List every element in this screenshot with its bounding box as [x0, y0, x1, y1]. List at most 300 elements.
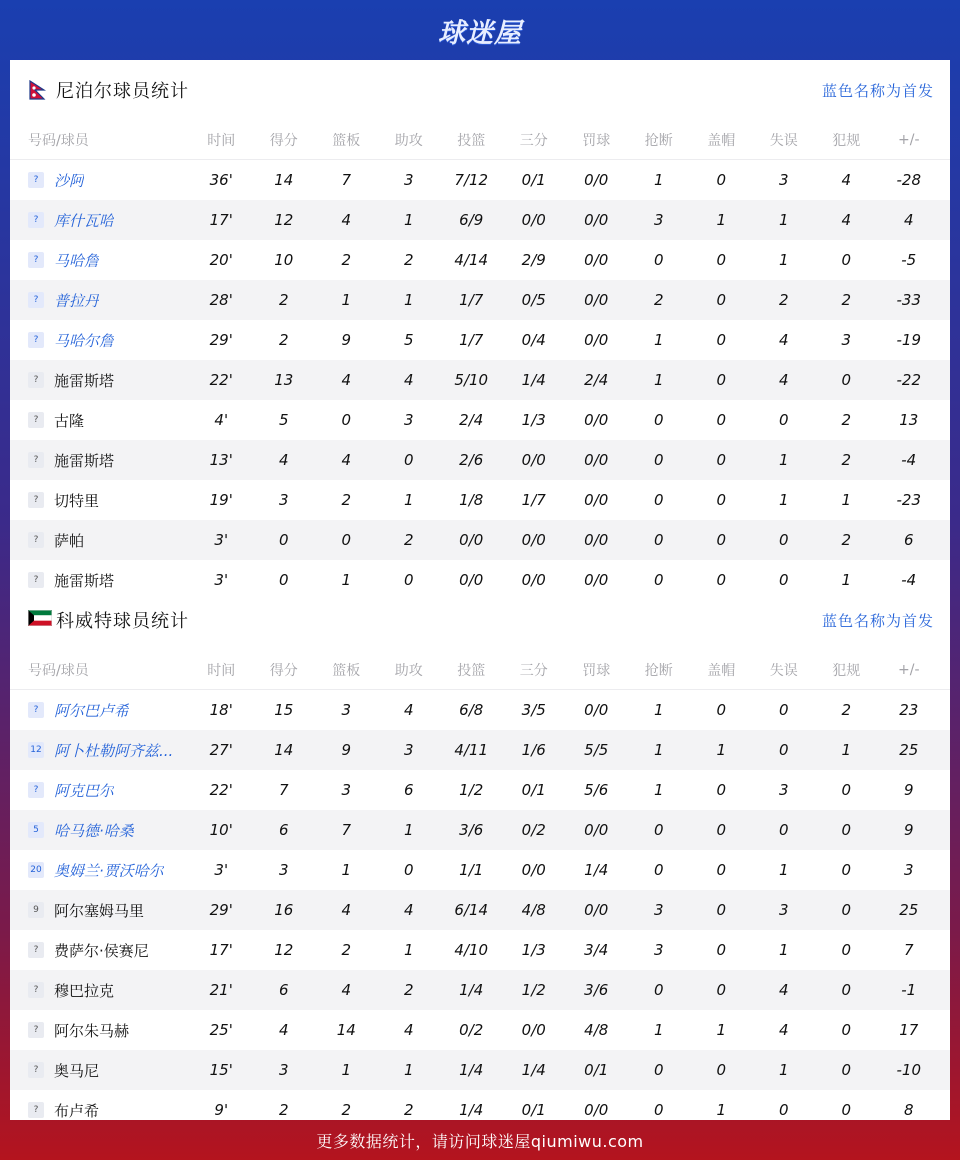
- stat-cell: 1: [653, 701, 664, 719]
- stat-cell: 0/0: [584, 531, 609, 549]
- column-header: 助攻: [394, 132, 423, 149]
- player-row[interactable]: [10, 360, 950, 400]
- jersey-number: ?: [28, 1022, 44, 1038]
- player-row[interactable]: [10, 810, 950, 850]
- kuwait-section: [10, 590, 950, 1130]
- stat-cell: 1/4: [521, 371, 546, 389]
- stat-cell: 1: [403, 491, 414, 509]
- nepal-section: [10, 60, 950, 600]
- player-row[interactable]: [10, 850, 950, 890]
- section-header: [10, 60, 950, 120]
- stat-cell: 0: [778, 701, 789, 719]
- player-name[interactable]: 阿卜杜勒阿齐兹...: [54, 741, 174, 760]
- player-cell: [10, 700, 190, 721]
- stat-cell: 2: [341, 941, 352, 959]
- stat-cell: 14: [274, 741, 294, 759]
- player-name[interactable]: 穆巴拉克: [54, 981, 115, 1000]
- player-cell: [10, 250, 190, 271]
- stat-cell: 3: [403, 171, 414, 189]
- jersey-number: ?: [28, 412, 44, 428]
- stat-cell: 4: [278, 1021, 289, 1039]
- stat-cell: 1: [341, 861, 352, 879]
- player-cell: [10, 530, 190, 551]
- stat-cell: 0: [653, 491, 664, 509]
- player-name[interactable]: 古隆: [54, 411, 85, 430]
- stat-cell: 20': [209, 251, 233, 269]
- column-header: 得分: [269, 662, 298, 679]
- stat-cell: 3: [653, 901, 664, 919]
- player-cell: [10, 980, 190, 1001]
- stat-cell: 1/3: [521, 411, 546, 429]
- stat-cell: 2/4: [584, 371, 609, 389]
- stat-cell: 29': [209, 331, 233, 349]
- stat-cell: 9: [903, 821, 914, 839]
- stat-cell: 1: [778, 861, 789, 879]
- stat-cell: 1: [341, 1061, 352, 1079]
- stat-cell: 0: [653, 821, 664, 839]
- stat-cell: 0/5: [521, 291, 546, 309]
- starter-legend: 蓝色名称为首发: [821, 81, 934, 100]
- jersey-number: ?: [28, 372, 44, 388]
- column-header: 号码/球员: [28, 132, 89, 149]
- stat-cell: 4: [341, 211, 352, 229]
- stat-cell: 1/4: [459, 981, 484, 999]
- stat-cell: 3: [278, 1061, 289, 1079]
- stat-cell: 4: [341, 371, 352, 389]
- stat-cell: 4: [841, 211, 852, 229]
- stat-cell: 22': [209, 371, 233, 389]
- stat-cell: 7/12: [454, 171, 489, 189]
- column-header: 盖帽: [707, 662, 736, 679]
- stat-cell: 0: [716, 371, 727, 389]
- stat-cell: 3: [841, 331, 852, 349]
- stat-cell: 5: [403, 331, 414, 349]
- jersey-number: ?: [28, 782, 44, 798]
- stat-cell: 0/0: [521, 1021, 546, 1039]
- stat-cell: 0: [716, 901, 727, 919]
- column-header: 三分: [519, 662, 548, 679]
- player-cell: [10, 450, 190, 471]
- player-row[interactable]: [10, 480, 950, 520]
- player-cell: [10, 410, 190, 431]
- stat-cell: 0/0: [584, 901, 609, 919]
- stat-cell: 4/8: [521, 901, 546, 919]
- stat-cell: 3/6: [584, 981, 609, 999]
- column-header: 抢断: [644, 662, 673, 679]
- jersey-number: 12: [28, 742, 44, 758]
- jersey-number: ?: [28, 332, 44, 348]
- stat-cell: 0: [716, 701, 727, 719]
- stat-cell: 2: [341, 1101, 352, 1119]
- player-cell: [10, 570, 190, 591]
- stat-cell: 3: [653, 211, 664, 229]
- stat-cell: 1: [841, 491, 852, 509]
- jersey-number: ?: [28, 942, 44, 958]
- stat-cell: 4: [903, 211, 914, 229]
- stat-cell: 1: [403, 821, 414, 839]
- stat-cell: 22': [209, 781, 233, 799]
- stat-cell: 0/0: [521, 531, 546, 549]
- stat-cell: 4/10: [454, 941, 489, 959]
- player-name[interactable]: 马哈尔詹: [54, 331, 115, 350]
- column-header: 罚球: [582, 662, 611, 679]
- stat-cell: 6/8: [459, 701, 484, 719]
- player-row[interactable]: [10, 730, 950, 770]
- stat-cell: 0: [841, 371, 852, 389]
- kuwait-flag-icon: [28, 610, 48, 630]
- stat-cell: 1: [778, 1061, 789, 1079]
- player-row[interactable]: [10, 440, 950, 480]
- player-cell: [10, 900, 190, 921]
- stat-cell: 5/5: [584, 741, 609, 759]
- stat-cell: 36': [209, 171, 233, 189]
- stat-cell: 1/6: [521, 741, 546, 759]
- stat-cell: 2/4: [459, 411, 484, 429]
- stat-cell: 3': [214, 571, 229, 589]
- stat-cell: 1: [403, 291, 414, 309]
- player-name[interactable]: 施雷斯塔: [54, 571, 115, 590]
- column-header-row: [10, 650, 950, 690]
- stat-cell: 28': [209, 291, 233, 309]
- stat-cell: 2: [278, 331, 289, 349]
- stat-cell: 0/0: [584, 251, 609, 269]
- stat-cell: 2: [841, 291, 852, 309]
- stat-cell: 0/0: [584, 171, 609, 189]
- stat-cell: 25: [899, 901, 919, 919]
- stat-cell: 9: [903, 781, 914, 799]
- jersey-number: ?: [28, 292, 44, 308]
- column-header: 时间: [207, 662, 236, 679]
- stat-cell: 0: [716, 251, 727, 269]
- stat-cell: 0: [841, 781, 852, 799]
- stat-cell: 0/0: [521, 211, 546, 229]
- stat-cell: 0: [653, 981, 664, 999]
- jersey-number: ?: [28, 1062, 44, 1078]
- stat-cell: 4: [778, 981, 789, 999]
- stat-cell: 4/14: [454, 251, 489, 269]
- stat-cell: 0: [653, 1061, 664, 1079]
- stat-cell: 0/0: [584, 291, 609, 309]
- stat-cell: 1: [403, 211, 414, 229]
- column-header: 犯规: [832, 662, 861, 679]
- player-name[interactable]: 施雷斯塔: [54, 451, 115, 470]
- player-row[interactable]: [10, 520, 950, 560]
- stat-cell: 1/3: [521, 941, 546, 959]
- stat-cell: 0: [716, 291, 727, 309]
- column-header: +/-: [898, 131, 920, 148]
- stat-cell: -19: [896, 331, 921, 349]
- stat-cell: 6: [403, 781, 414, 799]
- stat-cell: 0: [841, 941, 852, 959]
- stat-cell: 2: [403, 1101, 414, 1119]
- player-row[interactable]: [10, 400, 950, 440]
- player-cell: [10, 820, 190, 841]
- stat-cell: 3: [778, 171, 789, 189]
- stat-cell: 29': [209, 901, 233, 919]
- stat-cell: 15': [209, 1061, 233, 1079]
- player-cell: [10, 370, 190, 391]
- column-header: 号码/球员: [28, 662, 89, 679]
- stat-cell: -4: [901, 571, 917, 589]
- stat-cell: 19': [209, 491, 233, 509]
- stat-cell: 0: [653, 531, 664, 549]
- stat-cell: 7: [341, 821, 352, 839]
- stat-cell: 0/2: [459, 1021, 484, 1039]
- stat-cell: 1: [841, 571, 852, 589]
- footer-banner[interactable]: [0, 1120, 960, 1160]
- stat-cell: 0/0: [459, 531, 484, 549]
- stat-cell: -23: [896, 491, 921, 509]
- stat-cell: 1: [653, 741, 664, 759]
- stat-cell: 2: [653, 291, 664, 309]
- stat-cell: 18': [209, 701, 233, 719]
- player-name[interactable]: 阿尔塞姆马里: [54, 901, 145, 920]
- column-header: 罚球: [582, 132, 611, 149]
- stat-cell: 0/2: [521, 821, 546, 839]
- player-name[interactable]: 马哈詹: [54, 251, 100, 270]
- stat-cell: 17': [209, 211, 233, 229]
- player-name[interactable]: 布卢希: [54, 1101, 100, 1120]
- stat-cell: 0: [841, 901, 852, 919]
- player-cell: [10, 1020, 190, 1041]
- column-header-row: [10, 120, 950, 160]
- jersey-number: ?: [28, 492, 44, 508]
- stat-cell: 21': [209, 981, 233, 999]
- stat-cell: 0: [716, 331, 727, 349]
- stat-cell: 2: [278, 1101, 289, 1119]
- stat-cell: 0: [841, 1021, 852, 1039]
- stat-cell: 0/0: [584, 331, 609, 349]
- stat-cell: 14: [274, 171, 294, 189]
- stat-cell: 0/1: [521, 171, 546, 189]
- column-header: 投篮: [457, 132, 486, 149]
- column-header: +/-: [898, 661, 920, 678]
- stat-cell: 2: [841, 411, 852, 429]
- stat-cell: 2: [341, 491, 352, 509]
- stat-cell: 6: [903, 531, 914, 549]
- stat-cell: 0: [403, 451, 414, 469]
- stat-cell: 0: [778, 1101, 789, 1119]
- stat-cell: 1: [716, 1021, 727, 1039]
- column-header: 投篮: [457, 662, 486, 679]
- player-row[interactable]: [10, 930, 950, 970]
- stat-cell: 4: [403, 1021, 414, 1039]
- stat-cell: 1: [653, 781, 664, 799]
- player-row[interactable]: [10, 200, 950, 240]
- stat-cell: 3: [778, 781, 789, 799]
- stat-cell: 25: [899, 741, 919, 759]
- player-name[interactable]: 哈马德·哈桑: [54, 821, 134, 840]
- player-name[interactable]: 沙阿: [54, 171, 85, 190]
- stat-cell: 0: [841, 981, 852, 999]
- player-name[interactable]: 阿尔巴卢希: [54, 701, 130, 720]
- stat-cell: 0/0: [584, 821, 609, 839]
- stat-cell: 0/0: [584, 411, 609, 429]
- stat-cell: 1/7: [521, 491, 546, 509]
- stat-cell: 1: [653, 171, 664, 189]
- stat-cell: 0: [716, 451, 727, 469]
- stat-cell: 23: [899, 701, 919, 719]
- jersey-number: ?: [28, 172, 44, 188]
- stat-cell: 0/0: [521, 451, 546, 469]
- stat-cell: 4/11: [454, 741, 489, 759]
- stat-cell: 6: [278, 981, 289, 999]
- stat-cell: -22: [896, 371, 921, 389]
- stat-cell: 1: [653, 371, 664, 389]
- stat-cell: 0: [716, 941, 727, 959]
- stat-cell: 2: [403, 531, 414, 549]
- stat-cell: 0: [778, 411, 789, 429]
- stat-cell: -33: [896, 291, 921, 309]
- stat-cell: 0: [653, 411, 664, 429]
- top-header: [0, 0, 960, 60]
- stat-cell: 3: [778, 901, 789, 919]
- stat-cell: 13': [209, 451, 233, 469]
- stat-cell: 3: [341, 781, 352, 799]
- site-logo: 球迷屋: [438, 17, 522, 49]
- stat-cell: 25': [209, 1021, 233, 1039]
- stat-cell: 0/1: [584, 1061, 609, 1079]
- stat-cell: 17: [899, 1021, 919, 1039]
- stat-cell: 9: [341, 331, 352, 349]
- stat-cell: 3': [214, 531, 229, 549]
- stat-cell: -10: [896, 1061, 921, 1079]
- stat-cell: 3: [278, 491, 289, 509]
- player-name[interactable]: 阿尔朱马赫: [54, 1021, 130, 1040]
- player-cell: [10, 1100, 190, 1121]
- player-row[interactable]: [10, 320, 950, 360]
- stat-cell: 0/0: [459, 571, 484, 589]
- stat-cell: 6/9: [459, 211, 484, 229]
- stat-cell: 3: [341, 701, 352, 719]
- player-name[interactable]: 库什瓦哈: [54, 211, 115, 230]
- stat-cell: 0: [716, 411, 727, 429]
- stat-cell: 0/0: [584, 491, 609, 509]
- stat-cell: 14: [336, 1021, 356, 1039]
- stat-cell: 1/4: [521, 1061, 546, 1079]
- player-name[interactable]: 普拉丹: [54, 291, 100, 310]
- stat-cell: 0: [841, 861, 852, 879]
- stat-cell: 1/1: [459, 861, 484, 879]
- stat-cell: 0/0: [584, 571, 609, 589]
- stat-cell: 2: [278, 291, 289, 309]
- player-cell: [10, 1060, 190, 1081]
- stat-cell: 2: [841, 531, 852, 549]
- stat-cell: 4: [841, 171, 852, 189]
- stat-cell: 4': [214, 411, 229, 429]
- stat-cell: 15: [274, 701, 294, 719]
- stat-cell: 3/6: [459, 821, 484, 839]
- stat-cell: 0: [778, 571, 789, 589]
- stat-cell: 0/0: [584, 451, 609, 469]
- player-cell: [10, 330, 190, 351]
- player-row[interactable]: [10, 1010, 950, 1050]
- stat-cell: 1/2: [459, 781, 484, 799]
- jersey-number: ?: [28, 212, 44, 228]
- player-row[interactable]: [10, 890, 950, 930]
- stat-cell: 0: [716, 571, 727, 589]
- column-header: 三分: [519, 132, 548, 149]
- player-row[interactable]: [10, 160, 950, 200]
- section-title: 科威特球员统计: [56, 611, 189, 632]
- stat-cell: 7: [903, 941, 914, 959]
- stat-cell: 0: [778, 821, 789, 839]
- stat-cell: 1: [716, 211, 727, 229]
- stat-cell: 5/10: [454, 371, 489, 389]
- jersey-number: 9: [28, 902, 44, 918]
- stat-cell: 1: [403, 941, 414, 959]
- player-name[interactable]: 施雷斯塔: [54, 371, 115, 390]
- stat-cell: 2: [403, 251, 414, 269]
- jersey-number: 20: [28, 862, 44, 878]
- nepal-flag-icon: [28, 80, 48, 100]
- player-row[interactable]: [10, 1050, 950, 1090]
- stat-cell: 1: [778, 941, 789, 959]
- stat-cell: 3/4: [584, 941, 609, 959]
- stat-cell: 0: [716, 821, 727, 839]
- jersey-number: ?: [28, 1102, 44, 1118]
- stat-cell: 1/7: [459, 291, 484, 309]
- stat-cell: 4: [403, 701, 414, 719]
- player-name[interactable]: 阿克巴尔: [54, 781, 115, 800]
- jersey-number: 5: [28, 822, 44, 838]
- player-row[interactable]: [10, 240, 950, 280]
- stat-cell: 2: [341, 251, 352, 269]
- player-row[interactable]: [10, 770, 950, 810]
- stat-cell: 2: [841, 451, 852, 469]
- stat-cell: 1: [653, 331, 664, 349]
- stat-cell: 0: [841, 1101, 852, 1119]
- stat-cell: 0: [841, 251, 852, 269]
- player-name[interactable]: 奥马尼: [54, 1061, 100, 1080]
- stat-cell: 4: [403, 901, 414, 919]
- stat-cell: 2/9: [521, 251, 546, 269]
- player-name[interactable]: 切特里: [54, 491, 100, 510]
- player-name[interactable]: 奥姆兰·贾沃哈尔: [54, 861, 164, 880]
- stat-cell: 4: [341, 451, 352, 469]
- column-header: 助攻: [394, 662, 423, 679]
- player-row[interactable]: [10, 970, 950, 1010]
- stat-cell: 0: [653, 251, 664, 269]
- stat-cell: 0: [841, 1061, 852, 1079]
- stat-cell: 1/4: [459, 1101, 484, 1119]
- column-header: 盖帽: [707, 132, 736, 149]
- column-header: 时间: [207, 132, 236, 149]
- stat-cell: 1: [778, 451, 789, 469]
- stat-cell: 2/6: [459, 451, 484, 469]
- stat-cell: 9: [341, 741, 352, 759]
- stat-cell: 12: [274, 941, 294, 959]
- stat-cell: -1: [901, 981, 917, 999]
- stat-cell: 4: [341, 901, 352, 919]
- jersey-number: ?: [28, 702, 44, 718]
- column-header: 篮板: [332, 662, 361, 679]
- player-row[interactable]: [10, 280, 950, 320]
- stats-card: [10, 60, 950, 1120]
- stat-cell: 4: [341, 981, 352, 999]
- player-row[interactable]: [10, 690, 950, 730]
- stat-cell: 0: [716, 861, 727, 879]
- stat-cell: 2: [403, 981, 414, 999]
- stat-cell: 3: [278, 861, 289, 879]
- stat-cell: 7: [341, 171, 352, 189]
- jersey-number: ?: [28, 532, 44, 548]
- stat-cell: 0: [716, 1061, 727, 1079]
- player-name[interactable]: 费萨尔·侯赛尼: [54, 941, 149, 960]
- player-name[interactable]: 萨帕: [54, 531, 85, 550]
- stat-cell: 0: [716, 531, 727, 549]
- stat-cell: 0/0: [584, 211, 609, 229]
